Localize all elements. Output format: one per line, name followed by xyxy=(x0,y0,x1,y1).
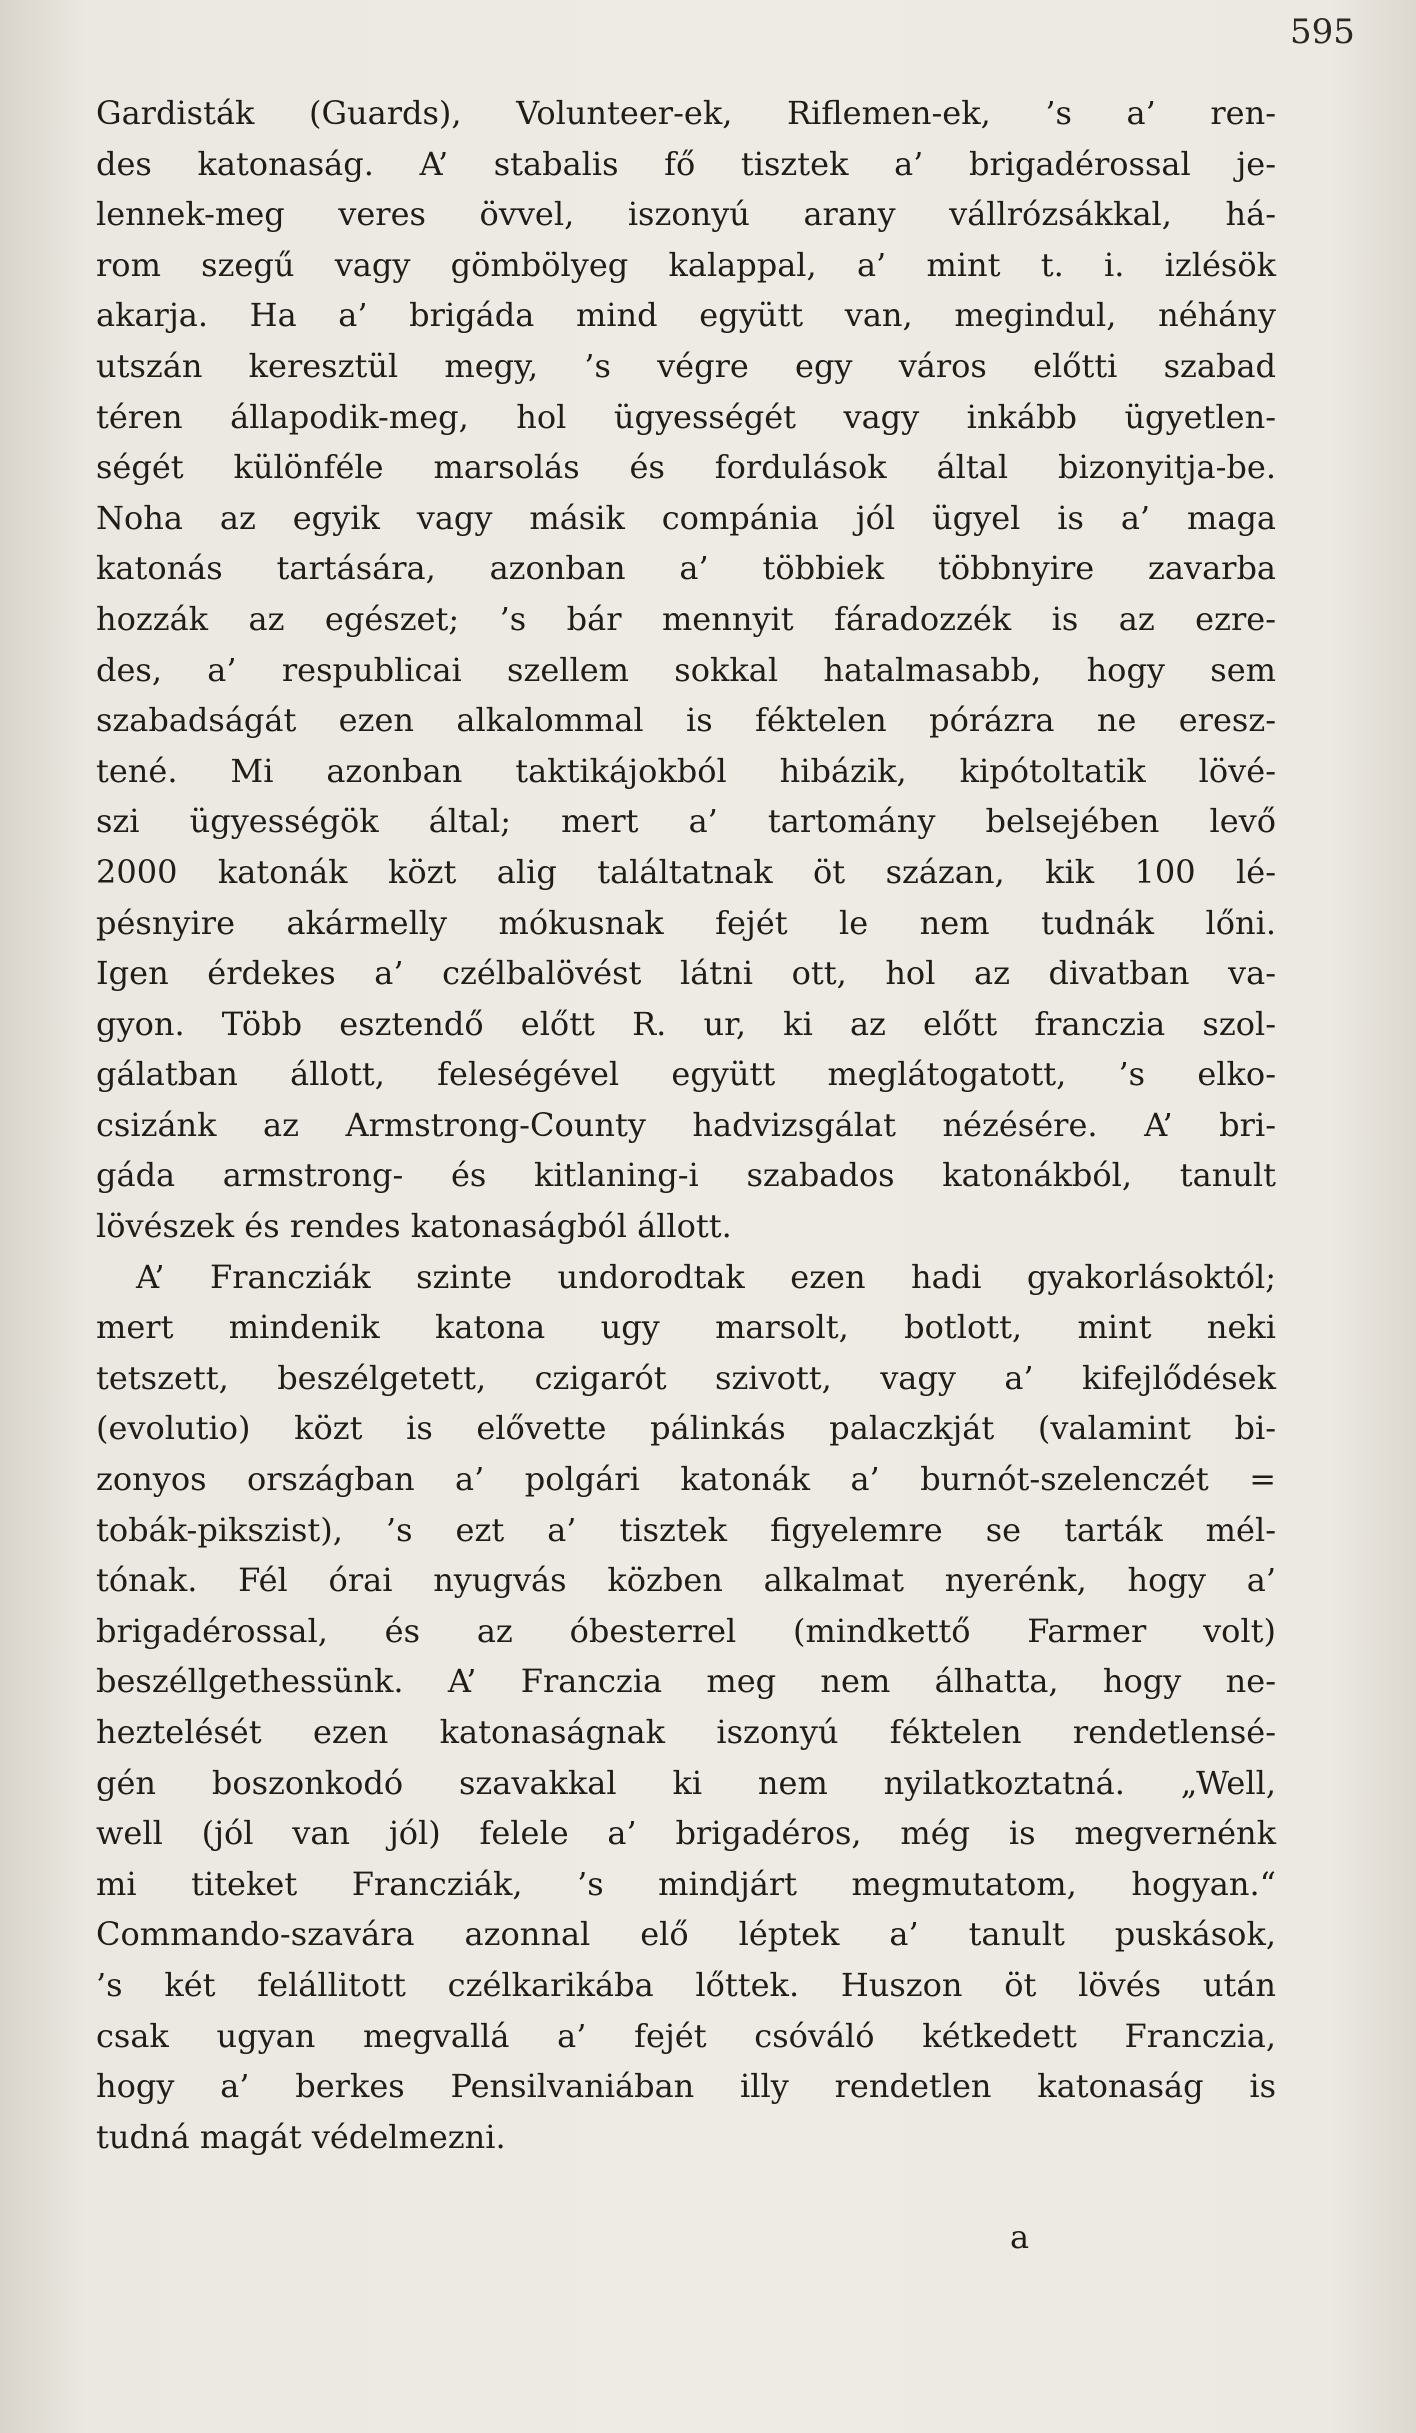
text-line: akarja. Ha a’ brigáda mind együtt van, megindul, néhány xyxy=(96,296,1276,335)
text-line: ’s két felállitott czélkarikába lőttek. Huszon öt lövés után xyxy=(96,1965,1276,2004)
text-line: gálatban állott, feleségével együtt meglátogatott, ’s elko- xyxy=(96,1055,1276,1094)
text-line: ségét különféle marsolás és fordulások által bizonyitja-be. xyxy=(96,448,1276,487)
text-line: szabadságát ezen alkalommal is féktelen pórázra ne eresz- xyxy=(96,701,1276,740)
text-line: tobák-pikszist), ’s ezt a’ tisztek figyelemre se tarták mél- xyxy=(96,1510,1276,1549)
text-line: gyon. Több esztendő előtt R. ur, ki az előtt franczia szol- xyxy=(96,1004,1276,1043)
text-line: Noha az egyik vagy másik compánia jól ügyel is a’ maga xyxy=(96,498,1276,537)
page-number: 595 xyxy=(1290,12,1355,52)
text-line: A’ Francziák szinte undorodtak ezen hadi gyakorlásoktól; xyxy=(136,1257,1276,1296)
text-line: mert mindenik katona ugy marsolt, botlott, mint neki xyxy=(96,1308,1276,1347)
text-line: tónak. Fél órai nyugvás közben alkalmat nyerénk, hogy a’ xyxy=(96,1561,1276,1600)
text-line: téren állapodik-meg, hol ügyességét vagy inkább ügyetlen- xyxy=(96,397,1276,436)
text-line: brigadérossal, és az óbesterrel (mindkettő Farmer volt) xyxy=(96,1611,1276,1650)
text-line: zonyos országban a’ polgári katonák a’ burnót-szelenczét = xyxy=(96,1460,1276,1499)
text-line: beszéllgethessünk. A’ Franczia meg nem álhatta, hogy ne- xyxy=(96,1662,1276,1701)
text-line: pésnyire akármelly mókusnak fejét le nem tudnák lőni. xyxy=(96,903,1276,942)
text-line: tené. Mi azonban taktikájokból hibázik, kipótoltatik lövé- xyxy=(96,751,1276,790)
text-line: well (jól van jól) felele a’ brigadéros, még is megvernénk xyxy=(96,1814,1276,1853)
text-line: (evolutio) közt is elővette pálinkás palaczkját (valamint bi- xyxy=(96,1409,1276,1448)
text-line: szi ügyességök által; mert a’ tartomány belsejében levő xyxy=(96,802,1276,841)
text-line: Gardisták (Guards), Volunteer-ek, Riflemen-ek, ’s a’ ren- xyxy=(96,94,1276,132)
text-line: heztelését ezen katonaságnak iszonyú féktelen rendetlensé- xyxy=(96,1713,1276,1751)
text-line: gáda armstrong- és kitlaning-i szabados katonákból, tanult xyxy=(96,1156,1276,1195)
text-line: hogy a’ berkes Pensilvaniában illy rendetlen katonaság is xyxy=(96,2067,1276,2106)
text-line: rom szegű vagy gömbölyeg kalappal, a’ mint t. i. izlésök xyxy=(96,245,1276,284)
text-line: gén boszonkodó szavakkal ki nem nyilatkoztatná. „Well, xyxy=(96,1763,1276,1802)
text-line: utszán keresztül megy, ’s végre egy város előtti szabad xyxy=(96,346,1276,385)
catchword: a xyxy=(1010,2218,1030,2256)
text-line: tetszett, beszélgetett, czigarót szivott, vagy a’ kifejlődések xyxy=(96,1358,1276,1397)
text-line: lövészek és rendes katonaságból állott. xyxy=(96,1207,732,1246)
text-line: katonás tartására, azonban a’ többiek többnyire zavarba xyxy=(96,549,1276,588)
text-line: hozzák az egészet; ’s bár mennyit fáradozzék is az ezre- xyxy=(96,599,1276,638)
text-line: des katonaság. A’ stabalis fő tisztek a’ brigadérossal je- xyxy=(96,144,1276,183)
text-line: tudná magát védelmezni. xyxy=(96,2117,506,2156)
text-line: csizánk az Armstrong-County hadvizsgálat nézésére. A’ bri- xyxy=(96,1105,1276,1144)
text-line: csak ugyan megvallá a’ fejét csóváló kétkedett Franczia, xyxy=(96,2016,1276,2055)
text-line: 2000 katonák közt alig találtatnak öt százan, kik 100 lé- xyxy=(96,852,1276,891)
text-line: Igen érdekes a’ czélbalövést látni ott, hol az divatban va- xyxy=(96,954,1276,993)
text-line: des, a’ respublicai szellem sokkal hatalmasabb, hogy sem xyxy=(96,650,1276,689)
text-line: Commando-szavára azonnal elő léptek a’ tanult puskások, xyxy=(96,1915,1276,1954)
body-text xyxy=(96,88,1276,2162)
text-line: lennek-meg veres övvel, iszonyú arany vállrózsákkal, há- xyxy=(96,195,1276,234)
text-line: mi titeket Francziák, ’s mindjárt megmutatom, hogyan.“ xyxy=(96,1864,1276,1903)
